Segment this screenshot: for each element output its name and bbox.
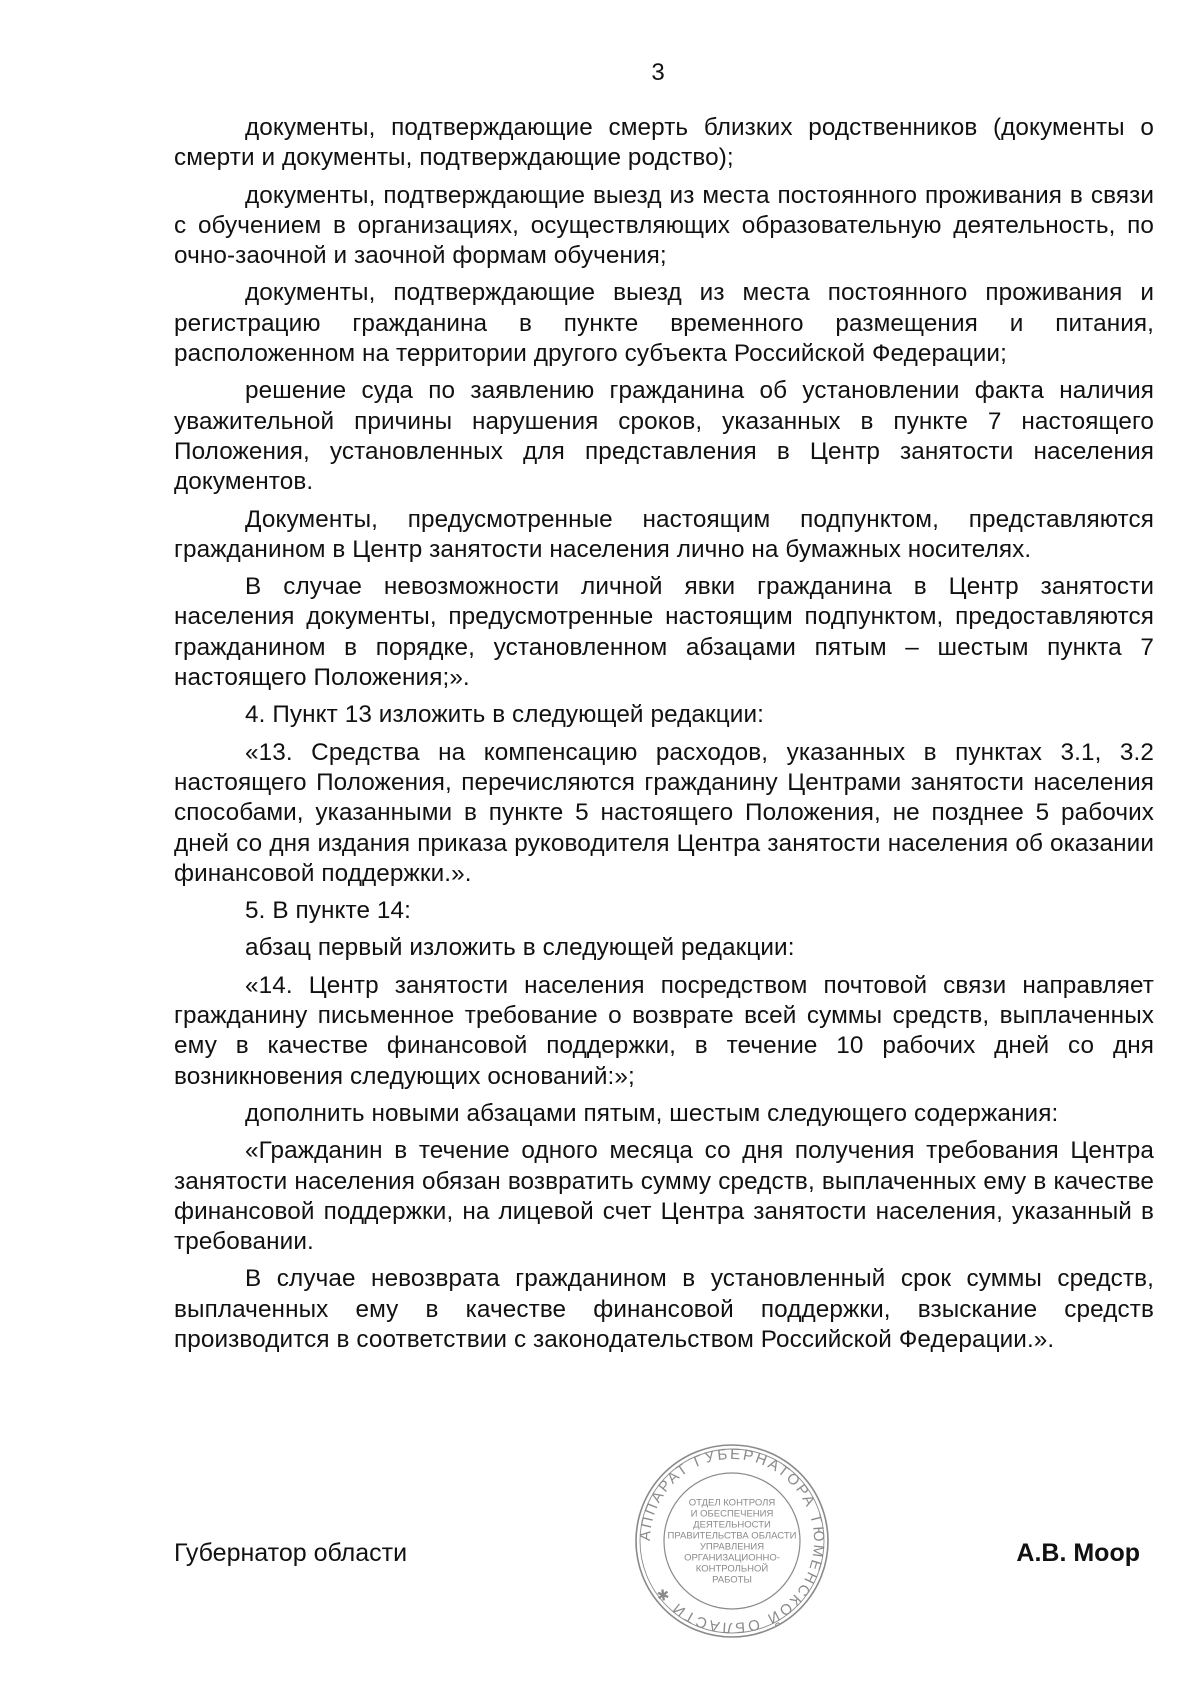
paragraph: Документы, предусмотренные настоящим подпунктом, представляются гражданином в Центр занятости населения лично на бумажных носителях. [174, 505, 1154, 563]
paragraph: документы, подтверждающие выезд из места постоянного проживания в связи с обучением в организациях, осуществляющих образовательную деятельность, по очно-заочной и заочной формам обучения; [174, 181, 1154, 270]
signer-title: Губернатор области [174, 1539, 408, 1567]
paragraph: документы, подтверждающие смерть близких родственников (документы о смерти и документы, подтверждающие родство); [174, 114, 1154, 172]
signature-block [174, 1536, 1154, 1572]
paragraph: документы, подтверждающие выезд из места постоянного проживания и регистрацию гражданина в пункте временного размещения и питания, расположенном на территории другого субъекта Российской Федерации; [174, 279, 1154, 368]
page-number: 3 [651, 59, 665, 86]
seal-inner-line: ДЕЯТЕЛЬНОСТИ [693, 1519, 771, 1531]
paragraph: 4. Пункт 13 изложить в следующей редакции: [245, 701, 764, 729]
paragraph: абзац первый изложить в следующей редакции: [245, 934, 795, 962]
paragraph: В случае невозможности личной явки гражданина в Центр занятости населения документы, предусмотренные настоящим подпунктом, предоставляются гражданином в порядке, установленном абзацами пятым – шестым пункта 7 настоящего Положения;». [174, 573, 1154, 692]
signer-name: А.В. Моор [1016, 1539, 1140, 1567]
seal-inner-line: ОТДЕЛ КОНТРОЛЯ [688, 1497, 776, 1509]
seal-inner-line: ПРАВИТЕЛЬСТВА ОБЛАСТИ [667, 1530, 797, 1542]
seal-inner-line: РАБОТЫ [712, 1574, 752, 1586]
paragraph: «Гражданин в течение одного месяца со дня получения требования Центра занятости населения обязан возвратить сумму средств, выплаченных ему в качестве финансовой поддержки, на лицевой счет Центра занятости населения, указанный в требовании. [174, 1137, 1154, 1256]
seal-inner-line: КОНТРОЛЬНОЙ [695, 1563, 769, 1575]
paragraph: «13. Средства на компенсацию расходов, указанных в пунктах 3.1, 3.2 настоящего Положения, перечисляются гражданину Центрами занятости населения способами, указанными в пункте 5 настоящего Положения, не позднее 5 рабочих дней со дня издания приказа руководителя Центра занятости населения об оказании финансовой поддержки.». [174, 738, 1154, 887]
seal-outer-text: АППАРАТ ГУБЕРНАТОРА ТЮМЕНСКОЙ ОБЛАСТИ ✱ [636, 1445, 828, 1637]
seal-inner-line: УПРАВЛЕНИЯ [699, 1541, 765, 1553]
seal-inner-line: ОРГАНИЗАЦИОННО- [684, 1552, 780, 1564]
paragraph: 5. В пункте 14: [245, 897, 411, 925]
seal-inner-line: И ОБЕСПЕЧЕНИЯ [690, 1508, 774, 1520]
paragraph: решение суда по заявлению гражданина об установлении факта наличия уважительной причины нарушения сроков, указанных в пункте 7 настоящего Положения, установленных для представления в Центр занятости населения документов. [174, 377, 1154, 496]
paragraph: «14. Центр занятости населения посредством почтовой связи направляет гражданину письменное требование о возврате всей суммы средств, выплаченных ему в качестве финансовой поддержки, в течение 10 рабочих дней со дня возникновения следующих оснований:»; [174, 971, 1154, 1090]
paragraph: дополнить новыми абзацами пятым, шестым следующего содержания: [245, 1099, 1059, 1127]
paragraph: В случае невозврата гражданином в установленный срок суммы средств, выплаченных ему в качестве финансовой поддержки, взыскание средств производится в соответствии с законодательством Российской Федерации.». [174, 1265, 1154, 1353]
document-body [174, 113, 1154, 1362]
